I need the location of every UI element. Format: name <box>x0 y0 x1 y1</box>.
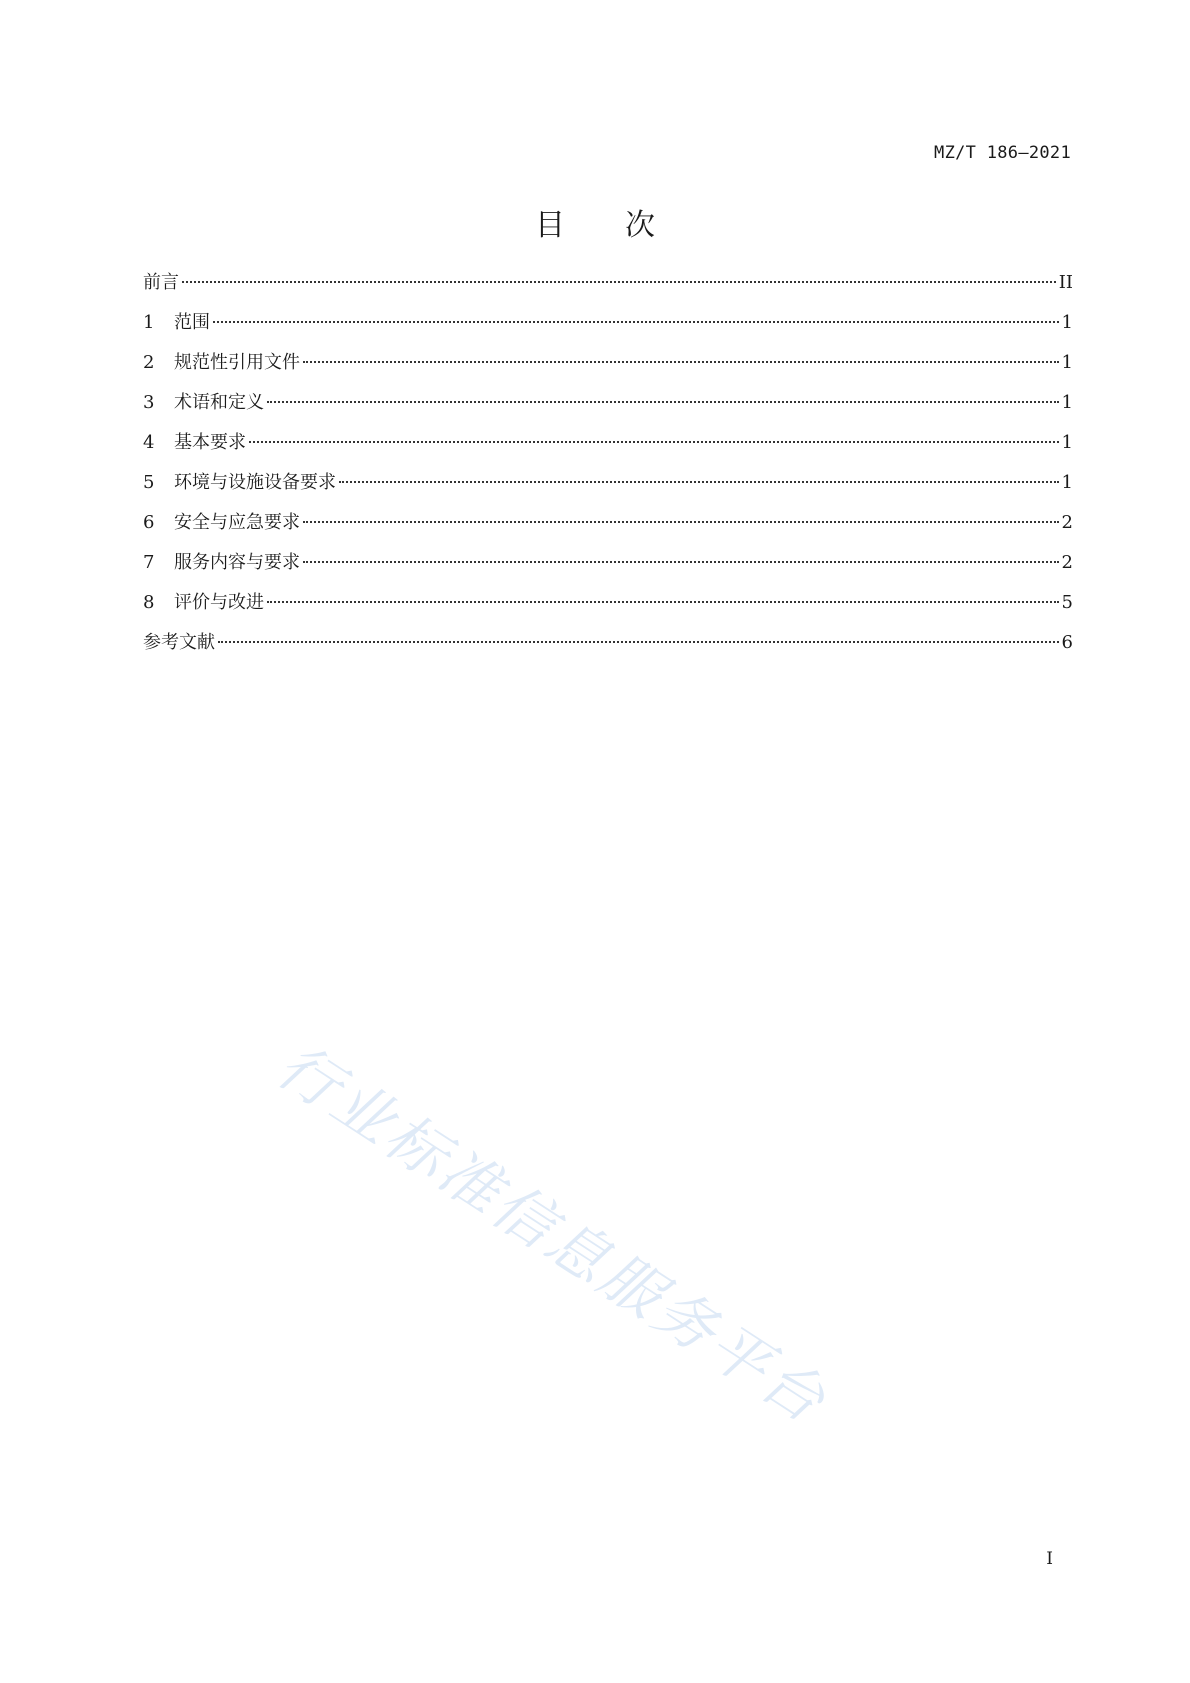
toc-label: 范围 <box>174 312 210 333</box>
toc-number: 4 <box>143 432 155 453</box>
toc-leader <box>182 281 1056 283</box>
page-title <box>0 200 1190 244</box>
toc-number: 1 <box>143 312 155 333</box>
toc-page: 1 <box>1061 312 1073 333</box>
toc-item-3[interactable] <box>143 388 1073 428</box>
title-char-1: 目 <box>535 208 565 244</box>
toc-number: 2 <box>143 352 155 373</box>
standard-code: MZ/T 186—2021 <box>934 143 1071 163</box>
toc-leader <box>249 441 1059 443</box>
toc-number: 6 <box>143 512 155 533</box>
toc-item-1[interactable] <box>143 308 1073 348</box>
toc-page: 1 <box>1061 472 1073 493</box>
toc-page: II <box>1058 272 1073 293</box>
toc-leader <box>267 401 1059 403</box>
toc-label: 参考文献 <box>143 632 215 653</box>
toc-item-4[interactable] <box>143 428 1073 468</box>
toc-page: 1 <box>1061 432 1073 453</box>
toc-page: 1 <box>1061 392 1073 413</box>
toc-item-6[interactable] <box>143 508 1073 548</box>
toc-page: 2 <box>1061 512 1073 533</box>
page-number: I <box>1046 1549 1053 1569</box>
toc-page: 6 <box>1061 632 1073 653</box>
toc-label: 规范性引用文件 <box>174 352 300 373</box>
title-char-2: 次 <box>625 208 655 244</box>
toc-leader <box>303 561 1059 563</box>
toc-leader <box>303 521 1059 523</box>
toc-leader <box>267 601 1059 603</box>
toc-number: 3 <box>143 392 155 413</box>
toc-page: 2 <box>1061 552 1073 573</box>
toc-label: 评价与改进 <box>174 592 264 613</box>
toc-leader <box>303 361 1059 363</box>
toc-page: 1 <box>1061 352 1073 373</box>
toc-page: 5 <box>1061 592 1073 613</box>
toc-item-foreword[interactable] <box>143 268 1073 308</box>
toc-item-7[interactable] <box>143 548 1073 588</box>
toc-label: 基本要求 <box>174 432 246 453</box>
toc-label: 术语和定义 <box>174 392 264 413</box>
toc-leader <box>339 481 1059 483</box>
toc-label: 安全与应急要求 <box>174 512 300 533</box>
toc-item-5[interactable] <box>143 468 1073 508</box>
toc-label: 前言 <box>143 272 179 293</box>
toc-number: 7 <box>143 552 155 573</box>
toc-item-2[interactable] <box>143 348 1073 388</box>
toc-item-references[interactable] <box>143 628 1073 668</box>
toc-leader <box>213 321 1059 323</box>
watermark: 行业标准信息服务平台 <box>264 1030 840 1439</box>
toc-number: 8 <box>143 592 155 613</box>
toc-leader <box>218 641 1059 643</box>
toc-item-8[interactable] <box>143 588 1073 628</box>
table-of-contents <box>143 268 1073 668</box>
toc-label: 环境与设施设备要求 <box>174 472 336 493</box>
toc-number: 5 <box>143 472 155 493</box>
toc-label: 服务内容与要求 <box>174 552 300 573</box>
